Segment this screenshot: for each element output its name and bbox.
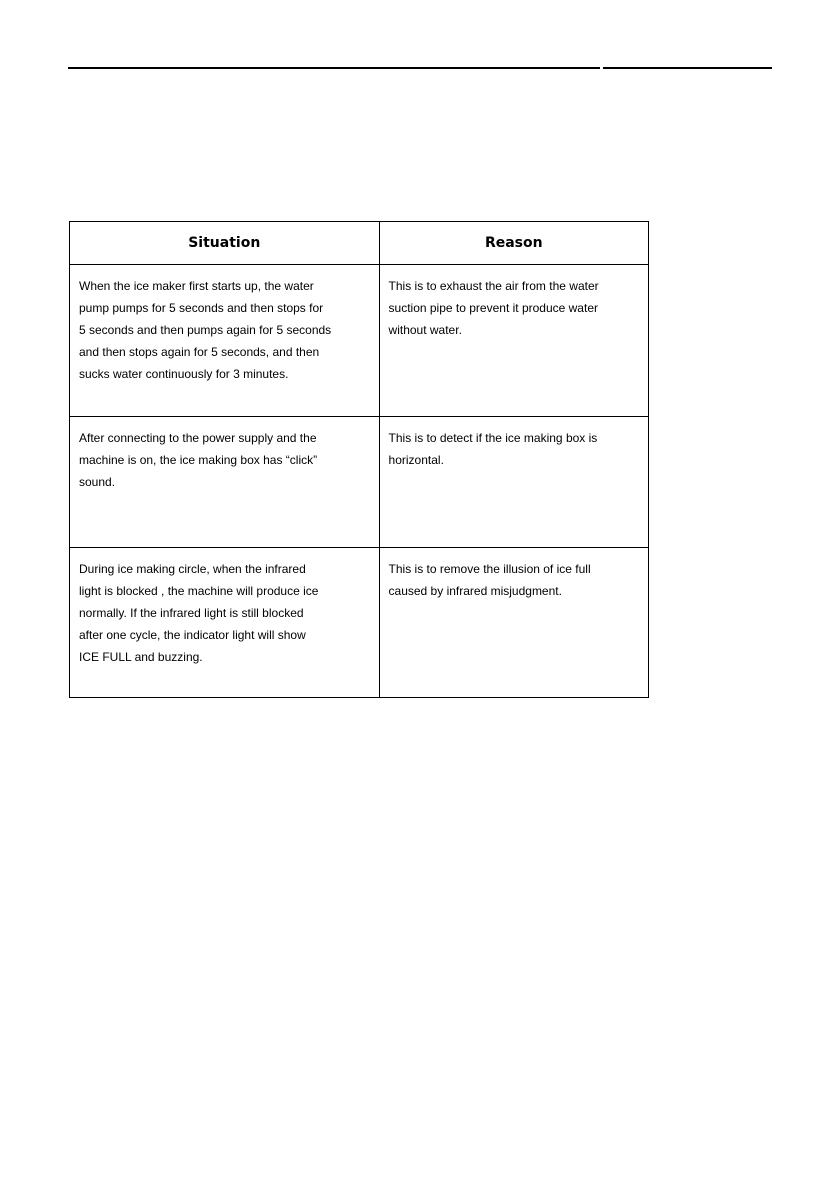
text-line: horizontal.	[388, 453, 444, 467]
text-line: This is to exhaust the air from the water	[388, 279, 599, 293]
text-line: and then stops again for 5 seconds, and then	[79, 345, 320, 359]
text-line: 5 seconds and then pumps again for 5 seconds	[79, 323, 332, 337]
text-line: without water.	[388, 323, 462, 337]
reason-header: Reason	[379, 222, 648, 265]
text-line: caused by infrared misjudgment.	[388, 584, 562, 598]
text-line: This is to detect if the ice making box is	[388, 431, 598, 445]
text-line: suction pipe to prevent it produce water	[388, 301, 598, 315]
table-row	[70, 548, 649, 698]
table-row	[70, 417, 649, 548]
situation-cell	[70, 417, 380, 548]
text-line: ICE FULL and buzzing.	[79, 650, 203, 664]
text-line: machine is on, the ice making box has “click”	[79, 453, 318, 467]
header-rule-right	[603, 67, 772, 69]
reason-cell	[379, 548, 648, 698]
table-row	[70, 265, 649, 417]
text-line: When the ice maker first starts up, the water	[79, 279, 314, 293]
reason-cell	[379, 417, 648, 548]
reason-cell	[379, 265, 648, 417]
table-header-row	[70, 222, 649, 265]
text-line: This is to remove the illusion of ice full	[388, 562, 591, 576]
text-line: sucks water continuously for 3 minutes.	[79, 367, 289, 381]
troubleshooting-table	[69, 221, 649, 698]
situation-cell	[70, 548, 380, 698]
text-line: sound.	[79, 475, 116, 489]
text-line: after one cycle, the indicator light will show	[79, 628, 306, 642]
text-line: normally. If the infrared light is still blocked	[79, 606, 304, 620]
text-line: pump pumps for 5 seconds and then stops for	[79, 301, 324, 315]
text-line: During ice making circle, when the infrared	[79, 562, 306, 576]
text-line: light is blocked , the machine will produce ice	[79, 584, 319, 598]
situation-header: Situation	[70, 222, 380, 265]
situation-cell	[70, 265, 380, 417]
header-rule-left	[68, 67, 600, 69]
text-line: After connecting to the power supply and the	[79, 431, 317, 445]
